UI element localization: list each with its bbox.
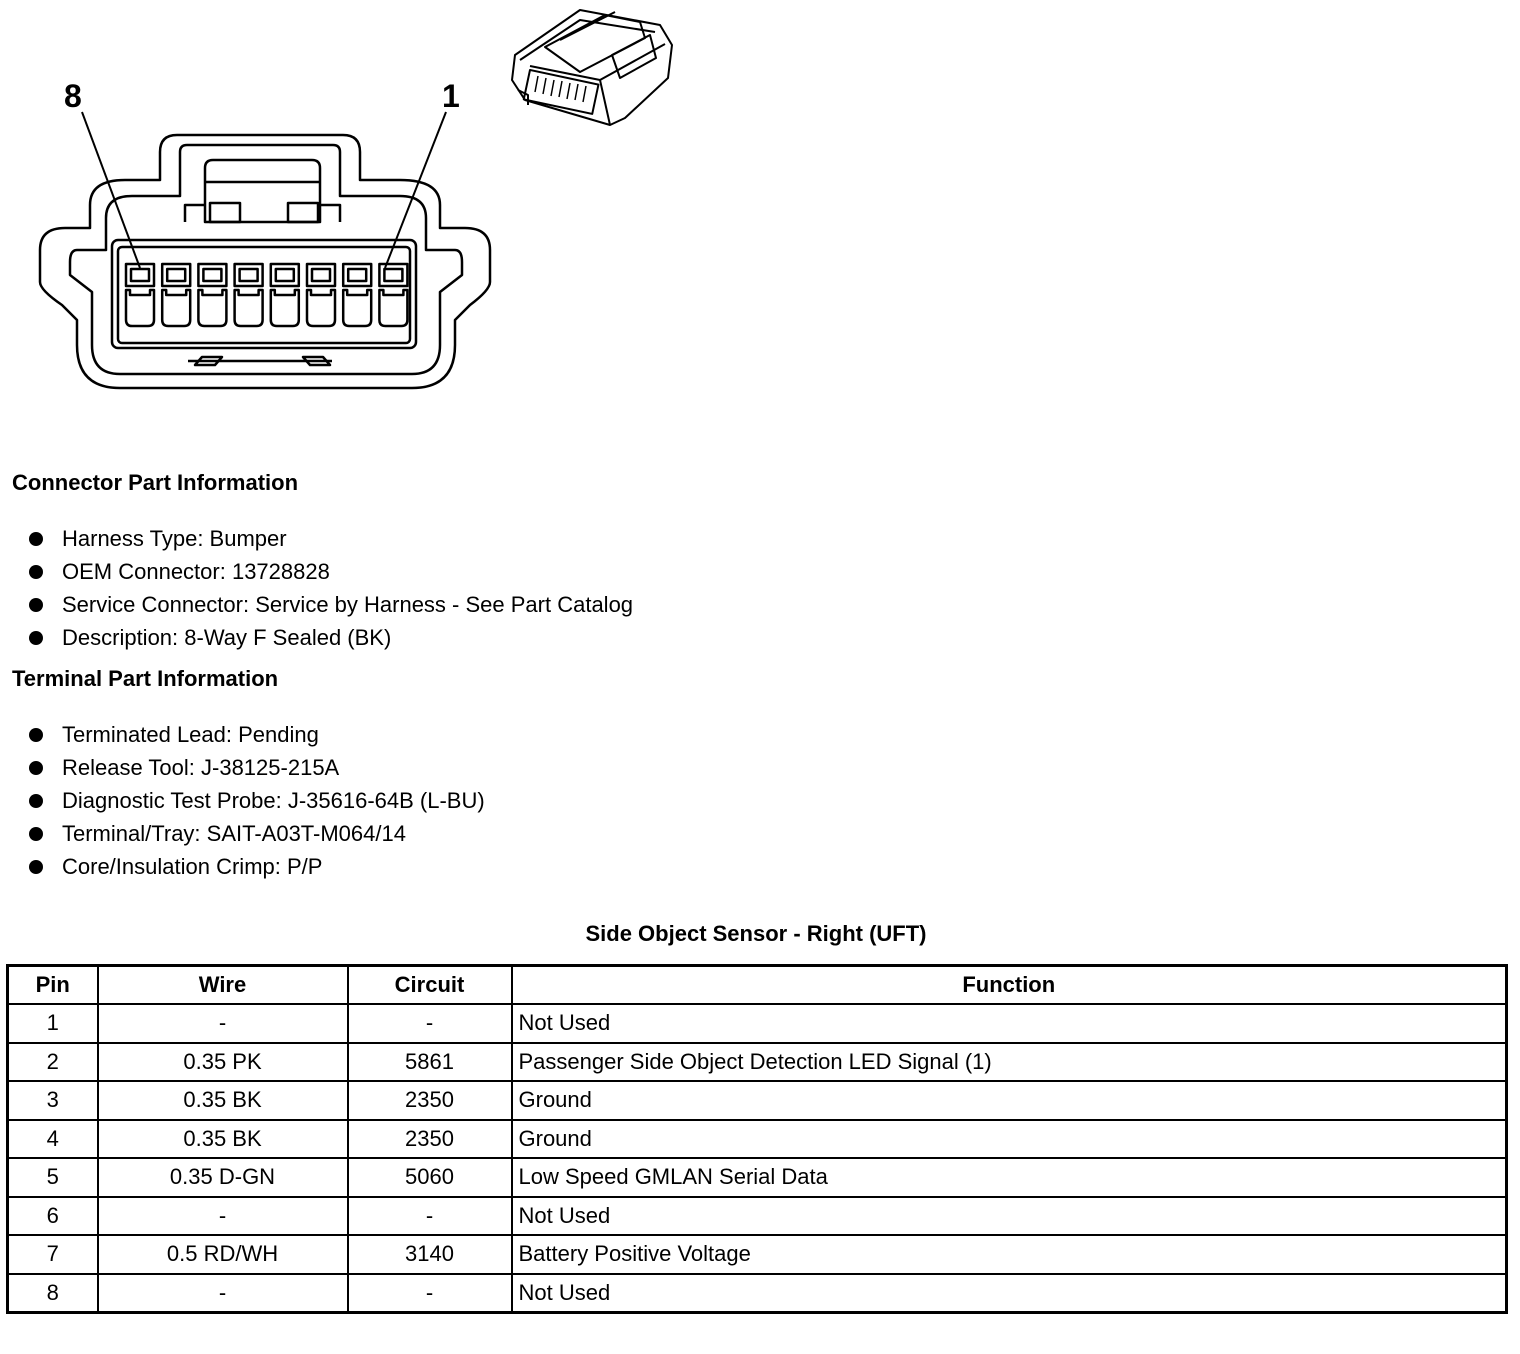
circuit-cell: -: [348, 1197, 512, 1236]
pin-8-label: 8: [64, 78, 82, 114]
column-header-wire: Wire: [98, 966, 348, 1005]
terminal-part-info-heading: Terminal Part Information: [12, 666, 279, 691]
table-row: [8, 1235, 1507, 1274]
list-item: Diagnostic Test Probe: J-35616-64B (L-BU): [0, 784, 485, 817]
list-item: Terminal/Tray: SAIT-A03T-M064/14: [0, 817, 485, 850]
bullet-icon: [29, 565, 43, 579]
function-cell: Battery Positive Voltage: [512, 1235, 1507, 1274]
circuit-cell: 5060: [348, 1158, 512, 1197]
pin-cell: 5: [8, 1158, 98, 1197]
list-item: Harness Type: Bumper: [0, 522, 633, 555]
wire-cell: -: [98, 1274, 348, 1313]
cavity-4: [271, 264, 299, 326]
wire-cell: 0.35 D-GN: [98, 1158, 348, 1197]
cavity-2: [343, 264, 371, 326]
circuit-cell: 3140: [348, 1235, 512, 1274]
pin-1-label: 1: [442, 78, 460, 114]
wire-cell: -: [98, 1004, 348, 1043]
function-cell: Not Used: [512, 1197, 1507, 1236]
bullet-icon: [29, 860, 43, 874]
connector-part-info-list: [0, 522, 633, 654]
bullet-icon: [29, 761, 43, 775]
list-item: Core/Insulation Crimp: P/P: [0, 850, 485, 883]
terminal-part-info-list: [0, 718, 485, 883]
connector-latch: [205, 160, 320, 222]
list-item: OEM Connector: 13728828: [0, 555, 633, 588]
cavity-1: [379, 264, 407, 326]
column-header-circuit: Circuit: [348, 966, 512, 1005]
circuit-cell: -: [348, 1274, 512, 1313]
table-row: [8, 1081, 1507, 1120]
cavity-7: [162, 264, 190, 326]
list-item: Description: 8-Way F Sealed (BK): [0, 621, 633, 654]
table-row: [8, 1197, 1507, 1236]
pin-cell: 1: [8, 1004, 98, 1043]
function-cell: Passenger Side Object Detection LED Signal (1): [512, 1043, 1507, 1082]
bullet-icon: [29, 728, 43, 742]
table-header-row: [8, 966, 1507, 1005]
bullet-icon: [29, 631, 43, 645]
connector-part-info-heading: Connector Part Information: [12, 470, 299, 495]
column-header-pin: Pin: [8, 966, 98, 1005]
table-row: [8, 1043, 1507, 1082]
circuit-cell: -: [348, 1004, 512, 1043]
function-cell: Not Used: [512, 1274, 1507, 1313]
pin-cell: 4: [8, 1120, 98, 1159]
pin-table: [6, 964, 1508, 1314]
connector-diagram: [0, 0, 700, 420]
wire-cell: 0.35 PK: [98, 1043, 348, 1082]
wire-cell: 0.5 RD/WH: [98, 1235, 348, 1274]
table-row: [8, 1120, 1507, 1159]
wire-cell: 0.35 BK: [98, 1081, 348, 1120]
circuit-cell: 2350: [348, 1120, 512, 1159]
list-item: Release Tool: J-38125-215A: [0, 751, 485, 784]
bullet-icon: [29, 532, 43, 546]
bullet-icon: [29, 794, 43, 808]
cavity-row: [126, 264, 407, 326]
pin-cell: 2: [8, 1043, 98, 1082]
table-row: [8, 1274, 1507, 1313]
function-cell: Low Speed GMLAN Serial Data: [512, 1158, 1507, 1197]
table-row: [8, 1004, 1507, 1043]
pin-cell: 7: [8, 1235, 98, 1274]
bullet-icon: [29, 598, 43, 612]
function-cell: Ground: [512, 1120, 1507, 1159]
pin-cell: 8: [8, 1274, 98, 1313]
cavity-8: [126, 264, 154, 326]
cavity-5: [235, 264, 263, 326]
wire-cell: 0.35 BK: [98, 1120, 348, 1159]
function-cell: Not Used: [512, 1004, 1507, 1043]
connector-isometric-view: [512, 10, 672, 125]
pin-cell: 3: [8, 1081, 98, 1120]
table-row: [8, 1158, 1507, 1197]
pin-table-title: Side Object Sensor - Right (UFT): [585, 921, 927, 946]
pin-cell: 6: [8, 1197, 98, 1236]
circuit-cell: 2350: [348, 1081, 512, 1120]
bullet-icon: [29, 827, 43, 841]
list-item: Service Connector: Service by Harness - See Part Catalog: [0, 588, 633, 621]
list-item: Terminated Lead: Pending: [0, 718, 485, 751]
function-cell: Ground: [512, 1081, 1507, 1120]
cavity-3: [307, 264, 335, 326]
column-header-function: Function: [512, 966, 1507, 1005]
cavity-6: [198, 264, 226, 326]
circuit-cell: 5861: [348, 1043, 512, 1082]
wire-cell: -: [98, 1197, 348, 1236]
